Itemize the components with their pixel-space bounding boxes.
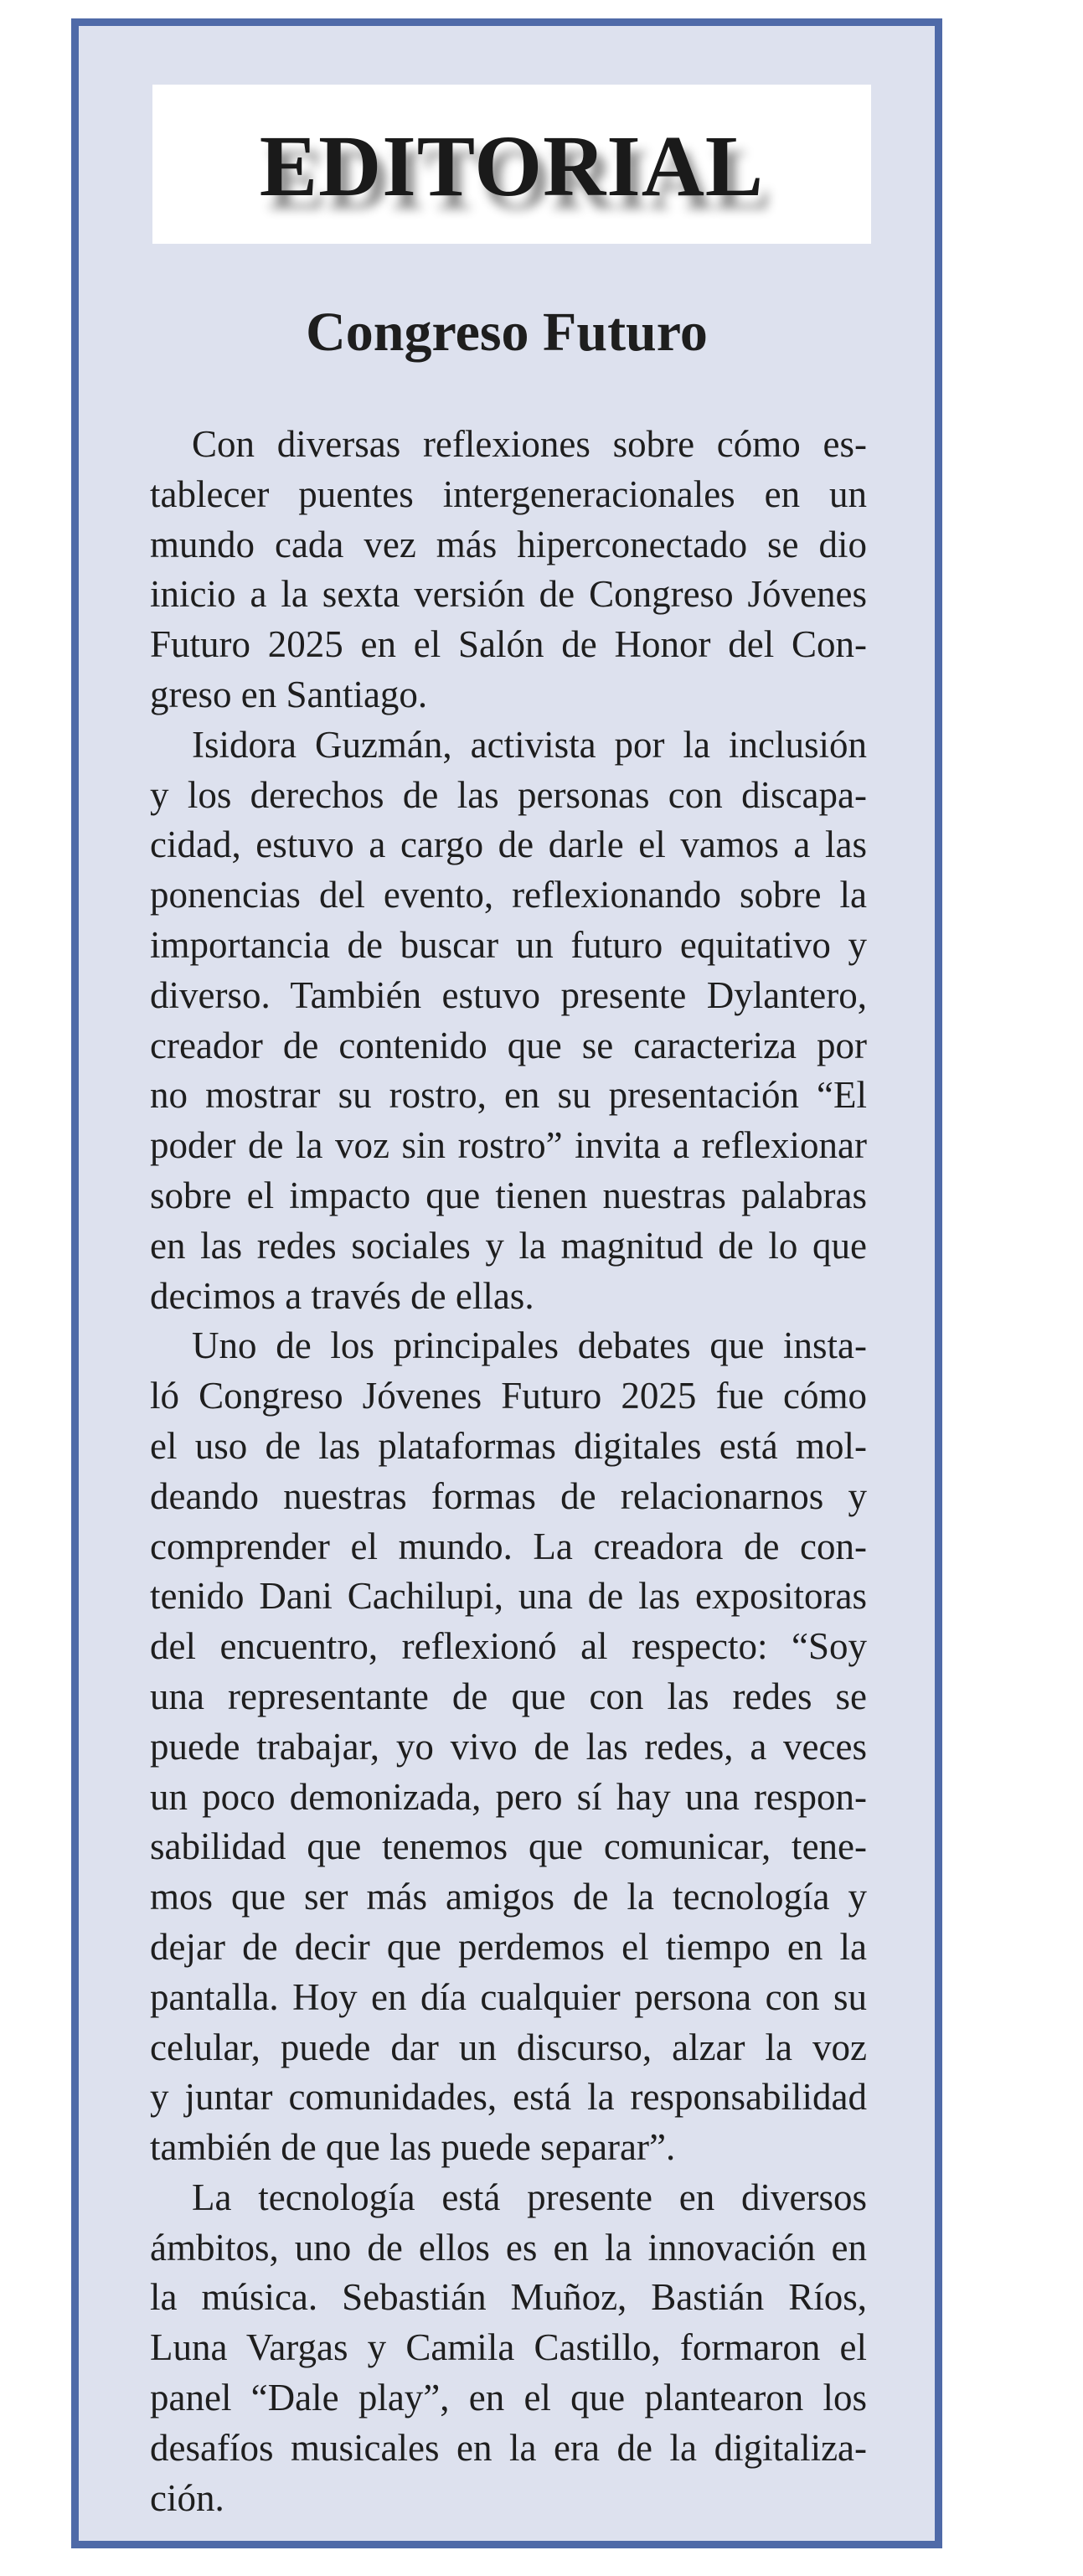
paragraph-2-line: no mostrar su rostro, en su presentación “El (150, 1074, 867, 1117)
paragraph-4-line: Luna Vargas y Camila Castillo, formaron el (150, 2326, 867, 2369)
paragraph-3-line: dejar de decir que perdemos el tiempo en la (150, 1925, 867, 1968)
paragraph-3-line: puede trabajar, yo vivo de las redes, a veces (150, 1725, 867, 1768)
paragraph-4-line: ción. (150, 2476, 224, 2519)
paragraph-3-line: del encuentro, reflexionó al respecto: “Soy (150, 1625, 867, 1668)
paragraph-1-line: tablecer puentes intergeneracionales en un (150, 472, 867, 515)
paragraph-2-line: cidad, estuvo a cargo de darle el vamos a las (150, 823, 867, 866)
paragraph-3-line: deando nuestras formas de relacionarnos y (150, 1474, 867, 1517)
paragraph-3-line: comprender el mundo. La creadora de con- (150, 1525, 867, 1567)
paragraph-1-line: Futuro 2025 en el Salón de Honor del Con- (150, 623, 867, 666)
paragraph-3-line: pantalla. Hoy en día cualquier persona con su (150, 1975, 867, 2018)
editorial-box (71, 18, 942, 2548)
paragraph-3-line: sabilidad que tenemos que comunicar, tene- (150, 1825, 867, 1868)
paragraph-3-line: un poco demonizada, pero sí hay una respon- (150, 1775, 867, 1818)
masthead-title: EDITORIAL (259, 118, 765, 214)
paragraph-3-line: tenido Dani Cachilupi, una de las expositoras (150, 1575, 867, 1618)
paragraph-1-line: mundo cada vez más hiperconectado se dio (150, 523, 867, 565)
paragraph-3-line: mos que ser más amigos de la tecnología y (150, 1876, 867, 1918)
paragraph-4-line: desafíos musicales en la era de la digitaliza- (150, 2426, 867, 2469)
paragraph-3-line: también de que las puede separar”. (150, 2126, 676, 2169)
paragraph-4-line: La tecnología está presente en diversos (192, 2176, 867, 2218)
article-headline: Congreso Futuro (306, 302, 708, 363)
paragraph-3-line: el uso de las plataformas digitales está mol- (150, 1424, 867, 1467)
paragraph-2-line: diverso. También estuvo presente Dylantero, (150, 973, 867, 1016)
paragraph-2-line: en las redes sociales y la magnitud de lo que (150, 1224, 867, 1267)
paragraph-2-line: y los derechos de las personas con discapa- (150, 773, 867, 816)
article-body (150, 420, 867, 2523)
paragraph-3-line: ló Congreso Jóvenes Futuro 2025 fue cómo (150, 1375, 867, 1417)
paragraph-2-line: sobre el impacto que tienen nuestras palabras (150, 1174, 867, 1216)
masthead-banner (152, 85, 871, 244)
paragraph-2-line: importancia de buscar un futuro equitativo y (150, 923, 867, 966)
paragraph-3-line: celular, puede dar un discurso, alzar la voz (150, 2026, 867, 2068)
paragraph-4-line: la música. Sebastián Muñoz, Bastián Ríos, (150, 2276, 867, 2319)
paragraph-2-line: Isidora Guzmán, activista por la inclusión (192, 723, 867, 766)
paragraph-4-line: ámbitos, uno de ellos es en la innovación en (150, 2226, 867, 2269)
paragraph-3-line: y juntar comunidades, está la responsabilidad (150, 2076, 867, 2119)
paragraph-3-line: una representante de que con las redes se (150, 1675, 867, 1717)
paragraph-2-line: ponencias del evento, reflexionando sobre la (150, 874, 867, 916)
paragraph-4-line: panel “Dale play”, en el que plantearon los (150, 2377, 867, 2419)
paragraph-3-line: Uno de los principales debates que insta- (192, 1324, 867, 1367)
paragraph-1-line: greso en Santiago. (150, 673, 428, 715)
paragraph-2-line: creador de contenido que se caracteriza por (150, 1024, 867, 1066)
paragraph-1-line: Con diversas reflexiones sobre cómo es- (192, 423, 867, 465)
paragraph-2-line: decimos a través de ellas. (150, 1274, 534, 1317)
paragraph-1-line: inicio a la sexta versión de Congreso Jóvenes (150, 573, 867, 616)
paragraph-2-line: poder de la voz sin rostro” invita a reflexionar (150, 1124, 867, 1167)
